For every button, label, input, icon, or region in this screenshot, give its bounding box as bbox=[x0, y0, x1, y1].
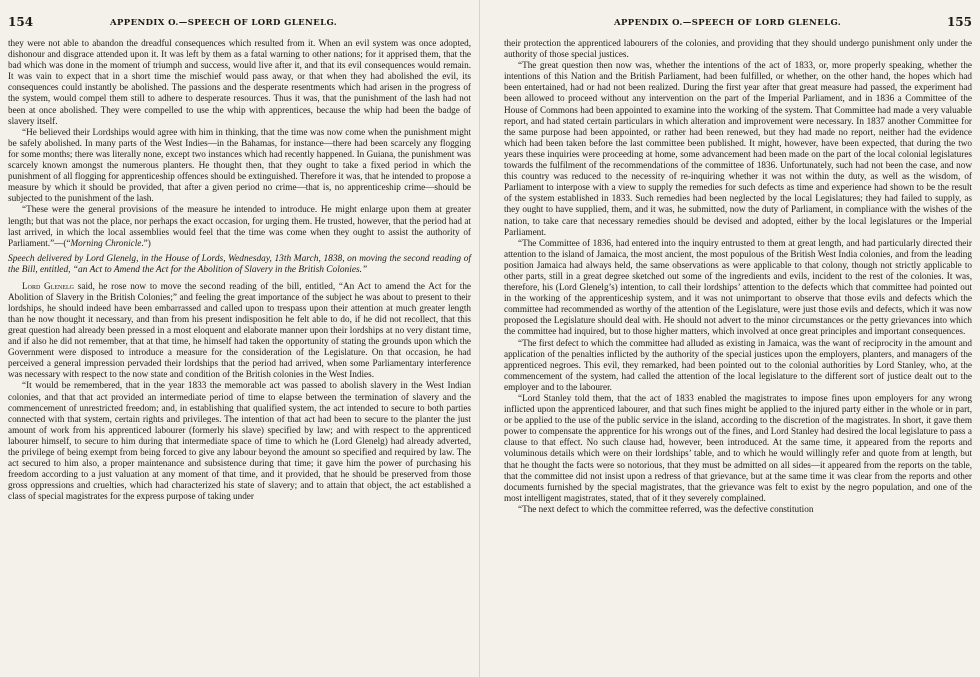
paragraph bbox=[8, 204, 471, 248]
paragraph: “The Committee of 1836, had entered into the inquiry entrusted to them at great length, and had particularly directed their attention to the island of Jamaica, the most ancient, the most populous of the British West India colonies, and from the leading position Jamaica had always held, the same observations as were applicable to that colony, though not strictly applicable to other parts, still in a great degree sketched out some of the ingredients and evils, incident to the rest of the colonies. It was, therefore, his (Lord Glenelg’s) intention, to call their lordships’ attention to the defects which that committee had pointed out in the working of the apprenticeship system, and it was not unimportant to observe that those evils and defects which the committee had recommended as worthy of the attention of the Legislature, were just those evils and defects, which it was now proposed the Legislature should deal with. He should not advert to the minor circumstances or the petty grievances into which the committee had inquired, but to those higher matters, which involved at once great principles and important consequences. bbox=[504, 237, 972, 337]
paragraph: their protection the apprenticed labourers of the colonies, and providing that they should undergo punishment only under the authority of those special justices. bbox=[504, 38, 972, 60]
paragraph bbox=[8, 281, 471, 381]
paragraph-text: said, he rose now to move the second reading of the bill, entitled, “An Act to amend the Act for the Abolition of Slavery in the British Colonies;” and feeling the great importance of the subject he was about to present to their lordships, he should indeed have been embarrassed and called upon to trespass upon their attention at much greater length than he now thought it necessary, and than from his present indisposition he felt able to do, if he did not recollect, that this great question had already been pressed in a most eloquent and elaborate manner upon their lordships at no very distant time, and if also he did not remember, that at that time, he himself had taken the opportunity of stating the grounds upon which the Government were disposed to introduce a measure for the consideration of the Legislature. On that occasion, he had perceived a general impression pervaded their lordships that the period had arrived, when some Parliamentary interference was necessary with respect to the now state and condition of the British colonies in the West Indies. bbox=[8, 280, 471, 380]
paragraph: “The great question then now was, whether the intentions of the act of 1833, or, more properly speaking, whether the intentions of this Nation and the British Parliament, had been fulfilled, or whether, on the other hand, the hopes which had been entertained, had or had not been realized. During the first year after that great measure had passed, the experiment had been allowed to proceed without any intervention on the part of the Imperial Parliament, and in 1836 a Committee of the House of Commons had been appointed to examine into the working of the system. That Committee had made a very valuable report, and had stated certain particulars in which alteration and improvement were necessary. In 1837 another Committee for the same purpose had been appointed, or rather had been renewed, but they had made no report, neither had the evidence which had been taken before the last committee been published. It might, however, have been expected, that during the two years these inquiries were proceeding at home, some advancement had been made on the part of the local colonial legislatures towards the fulfilment of the recommendations of the committee of 1836. Unfortunately, such had not been the case, and now this country was reduced to the necessity of re-inquiring whether it was not within the duty, as well as the wisdom, of Parliament to interpose with a view to supply the remedies for such defects as time and experience had shown to be the result of the system established in 1833. Such remedies had been neglected by the local Legislatures; they had failed to supply, as they ought to have supplied, them, and it was, he submitted, now the duty of Parliament, in compliance with the wishes of the nation, to take care that necessary remedies should be devised and adopted, either by the local legislatures or the Imperial Parliament. bbox=[504, 60, 972, 237]
right-running-title: APPENDIX O.—SPEECH OF LORD GLENELG. bbox=[614, 18, 842, 28]
left-running-head bbox=[8, 15, 471, 32]
paragraph: “Lord Stanley told them, that the act of 1833 enabled the magistrates to impose fines upon employers for any wrong inflicted upon the apprenticed labourer, and that such fines might be applied to the injured party either in the whole or in part, or be applied to the use of the public service in the island, according to the discretion of the magistrates. In short, it gave them power to compensate the apprentice for his wrongs out of the fines, and Lord Stanley had desired the local legislature to pass a clause to that effect. No such clause had, however, been introduced. At the same time, it appeared from the reports and voluminous details which were on their lordships’ table, and to which he would willingly refer and quote from at length, but that he thought the facts were so notorious, that they must be admitted on all sides—it appeared from the reports on the table, that the committee did not insist upon a redress of that grievance, but at the same time it was clear from the reports and other documents furnished by the special magistrates, that the grievance was felt to exist by the negro population, and one of the most intelligent magistrates, stated, that of it they severely complained. bbox=[504, 393, 972, 503]
left-page bbox=[0, 0, 480, 677]
speech-heading bbox=[8, 254, 471, 277]
paragraph: they were not able to abandon the dreadful consequences which resulted from it. When an evil system was once adopted, dishonour and disgrace attended upon it. It was left by them as a fatal warning to other nations; for it apprised them, that the bad which was done in the moment of triumph and success, would live after it, and that its evil consequences would remain. It was vain to expect that in a short time the mischief would pass away, or that when they had abolished the evil, its consequences could instantly be abolished. The passions and the desperate resentments which had arisen in the progress of the system, would compel them still to adhere to desperate resources. Thus it was, that the punishment of the lash had not been at once abolished. They were compelled to use the whip with apprentices, because the whip had been the badge of slavery itself. bbox=[8, 38, 471, 126]
right-running-head bbox=[504, 15, 972, 32]
speech-heading-prefix: Speech delivered by Lord Glenelg, in the House of Lords, Wednesday, 13th March, 1838, on moving the second reading of the Bill, entitled, bbox=[8, 253, 471, 276]
source-citation: Morning Chronicle bbox=[70, 237, 142, 248]
speaker-name: Lord Glenelg bbox=[22, 280, 75, 291]
left-page-number: 154 bbox=[8, 15, 34, 29]
right-page-number: 155 bbox=[946, 15, 972, 29]
right-page bbox=[496, 0, 980, 677]
left-running-title: APPENDIX O.—SPEECH OF LORD GLENELG. bbox=[110, 18, 338, 28]
paragraph: “The first defect to which the committee had alluded as existing in Jamaica, was the want of reciprocity in the amount and application of the penalties inflicted by the authority of the special justices upon the employers, planters, and managers of the apprenticed negroes. This evil, they remarked, had been pointed out to the colonial authorities by Lord Stanley, who, at the commencement of the system, had called the attention of the local legislature to the different sort of justice dealt out to the employer and to the labourer. bbox=[504, 337, 972, 392]
paragraph: “It would be remembered, that in the year 1833 the memorable act was passed to abolish slavery in the West Indian colonies, and that that act provided an intermediate period of time to elapse between the termination of slavery and the commencement of unrestricted freedom; and, in establishing that qualified system, the act intended to secure to both parties connected with that system, certain rights and privileges. The intention of that act had been to secure to the planter the just amount of work from his apprenticed labourer (formerly his slave) specified by law; and with respect to the apprenticed labourer himself, to secure to him during that intermediate space of time to which he (Lord Glenelg) had already adverted, the privilege of being exempt from being forced to give any labour beyond the amount so specified and required by law. The act secured to him also, a proper maintenance and subsistence during that time; it gave him the power of purchasing his freedom according to a just valuation at any moment of that time, and it provided, that he should be preserved from those gross oppressions and cruelties, which had characterized his state of slavery; and to attain that object, the act established a class of special magistrates for the express purpose of taking under bbox=[8, 380, 471, 502]
speech-heading-act: “an Act to Amend the Act for the Abolition of Slavery in the British Colonies bbox=[72, 265, 360, 276]
paragraph-text-end: .”) bbox=[141, 237, 151, 248]
paragraph: “He believed their Lordships would agree with him in thinking, that the time was now come when the punishment might be safely abolished. In many parts of the West Indies—in the Bahamas, for instance—there had been scarcely any flogging for some months; there was literally none, except two instances which had recently happened. In Guiana, the punishment was scarcely known amongst the numerous planters. He thought then, that they ought to take a fixed period in which the punishment of all flogging for apprenticeship offences should be extinguished. Therefore it was, that he intended to propose a measure by which it should be provided, that after a given period no crime—that is, no apprenticeship crime—should be subjected to the punishment of the lash. bbox=[8, 126, 471, 204]
paragraph: “The next defect to which the committee referred, was the defective constitution bbox=[518, 503, 814, 514]
paragraph-text: “These were the general provisions of the measure he intended to introduce. He might enlarge upon them at greater length; but that was not the place, nor perhaps the exact occasion, for urging them. He trusted, however, that the period had at last arrived, in which the local assemblies would feel that the time was come when they ought to assist the authority of Parliament.”—(“ bbox=[8, 204, 471, 248]
speech-heading-suffix: .” bbox=[359, 265, 368, 276]
